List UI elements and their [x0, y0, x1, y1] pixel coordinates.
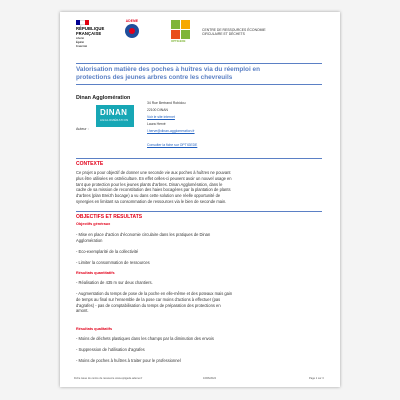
item-line: - Augmentation du temps de pose de la poche en elle-même et des poteaux mais gain — [76, 291, 233, 296]
centre-line: CENTRE DE RESSOURCES ÉCONOMIE — [202, 28, 266, 32]
centre-line: CIRCULAIRE ET DÉCHETS — [202, 32, 245, 36]
context-line: synergies en limitant sa consommation de ressources via le bien de seconde main. — [76, 198, 227, 204]
centre-ressources-label — [202, 28, 266, 36]
qualitative-results-heading: Résultats qualitatifs — [76, 327, 113, 331]
item-line: Agglomération — [76, 237, 103, 243]
rf-motto-line: Égalité — [76, 41, 84, 45]
item-line: amont. — [76, 308, 89, 314]
author-label: Auteur : — [76, 127, 89, 131]
document-title — [76, 66, 322, 81]
context-line: d'arbres (plan Breizh bocage) a vu dans cette solution une réelle opportunité de — [76, 193, 221, 199]
objectives-heading: OBJECTIFS ET RESULTATS — [76, 214, 143, 220]
optigede-square-icon — [181, 20, 190, 29]
city-line: 22100 DINAN — [147, 108, 168, 112]
rf-name-line: RÉPUBLIQUE — [76, 26, 105, 31]
contact-name: Laura Hervé — [147, 122, 166, 126]
footer-date: 16/06/2024 — [203, 377, 216, 380]
ademe-emblem-icon — [125, 24, 139, 38]
title-top-rule — [76, 63, 322, 64]
context-heading: CONTEXTE — [76, 161, 104, 167]
item-line: - Eco-exemplarité de la collectivité — [76, 249, 139, 254]
dinan-agglomeration-logo — [96, 105, 134, 127]
qualitative-result-item — [76, 358, 322, 364]
general-objectives-heading: Objectifs généraux — [76, 222, 111, 226]
document-page — [60, 12, 340, 387]
rf-motto-line: Liberté — [76, 37, 84, 41]
item-line: - Suppression de l'utilisation d'agrafes — [76, 347, 145, 352]
optigede-square-icon — [171, 30, 180, 39]
optigede-logo — [171, 20, 193, 44]
context-line: tant que protection pour les jeunes plants d'arbres. Dinan Agglomération, dans le — [76, 181, 223, 187]
general-objective-item — [76, 249, 322, 255]
title-line: protections des jeunes arbres contre les chevreuils — [76, 73, 233, 81]
title-line: Valorisation matière des poches à huîtres via du réemploi en — [76, 66, 260, 73]
rf-motto-line: Fraternité — [76, 45, 88, 49]
website-link[interactable]: Voir le site internet — [147, 115, 175, 119]
quantitative-result-item — [76, 291, 322, 314]
address-line: 34 Rue Bertrand Robidou — [147, 101, 186, 105]
ademe-logo — [122, 19, 142, 38]
title-bottom-rule — [76, 84, 322, 85]
rf-name-line: FRANÇAISE — [76, 30, 102, 36]
item-line: - Réalisation de 435 m sur deux chantiers. — [76, 280, 153, 285]
dinan-logo-text: DINAN — [100, 108, 128, 117]
item-line: - Moins de déchets plastiques dans les champs par la diminution des envois — [76, 336, 214, 341]
context-line: Ce projet a pour objectif de donner une seconde vie aux poches à huîtres ne pouvant — [76, 170, 231, 175]
context-paragraph — [76, 170, 322, 205]
republique-francaise-logo — [76, 20, 106, 48]
item-line: d'agrafes) - pas de comptabilisation du temps de préparation des protections en — [76, 302, 221, 308]
optigede-label: OPTIGEDE — [171, 39, 186, 43]
footer-page-number: Page 1 sur 3 — [309, 377, 324, 380]
item-line: - Mise en place d'action d'économie circulaire dans les pratiques de Dinan — [76, 232, 211, 237]
french-flag-icon — [76, 20, 89, 25]
item-line: de temps au final sur l'ensemble de la pose car moins d'actions à effectuer (pas — [76, 296, 221, 302]
qualitative-result-item — [76, 347, 322, 353]
quantitative-results-heading: Résultats quantitatifs — [76, 271, 115, 275]
organisation-name: Dinan Agglomération — [76, 95, 131, 101]
objectives-rule — [76, 211, 322, 212]
ademe-label: ADEME — [125, 19, 139, 23]
quantitative-result-item — [76, 280, 322, 286]
optigede-square-icon — [171, 20, 180, 29]
context-rule — [76, 158, 322, 159]
context-line: plus être utilisées en ostréiculture. En effet celles-ci peuvent avoir un nouvel usage en — [76, 175, 232, 181]
dinan-logo-subtext: AGGLOMÉRATION — [100, 118, 129, 122]
optigede-sheet-link[interactable]: Consulter la fiche sur OPTIGEDE — [147, 143, 198, 147]
footer-source: Fiche issue du centre de ressource www.optigede.ademe.fr — [74, 377, 143, 380]
optigede-square-icon — [181, 30, 190, 39]
general-objective-item — [76, 232, 322, 244]
qualitative-result-item — [76, 336, 322, 342]
context-line: cadre de sa mission de reconstitution des haies bocagères par la plantation de plants — [76, 187, 231, 193]
contact-email-link[interactable]: l.herve@dinan-agglomeration.fr — [147, 129, 195, 133]
item-line: - Limiter la consommation de ressources — [76, 260, 150, 265]
general-objective-item — [76, 260, 322, 266]
item-line: - Moins de poches à huîtres à traiter pour le professionnel — [76, 358, 181, 363]
